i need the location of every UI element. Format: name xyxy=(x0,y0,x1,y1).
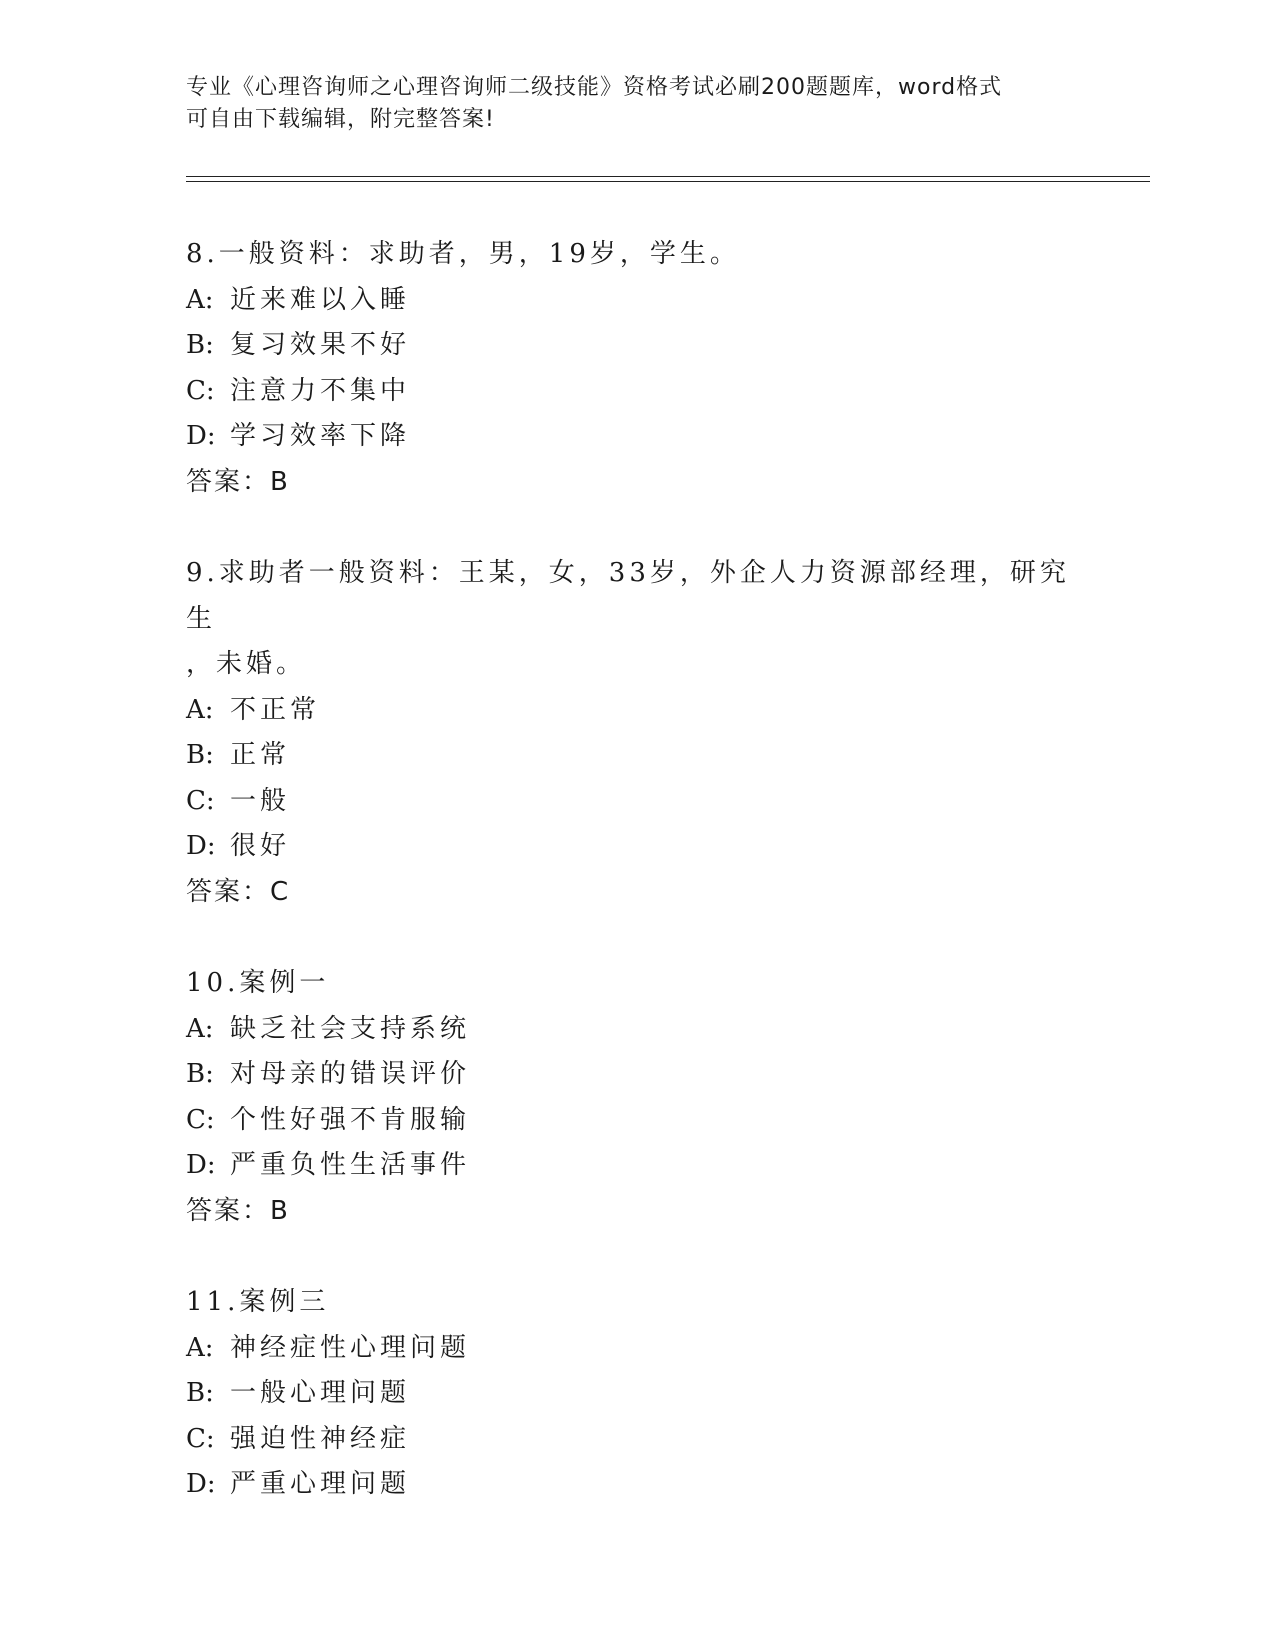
question-stem-line-1: 9.求助者一般资料：王某，女，33岁，外企人力资源部经理，研究生 xyxy=(186,558,1070,634)
option-key: D: xyxy=(186,1469,216,1499)
header-line-1: 专业《心理咨询师之心理咨询师二级技能》资格考试必刷200题题库，word格式 xyxy=(186,75,1003,100)
option-b xyxy=(186,733,1076,779)
option-key: D: xyxy=(186,831,216,861)
option-text: 神经症性心理问题 xyxy=(230,1332,471,1363)
option-a xyxy=(186,1326,1076,1372)
question-11 xyxy=(186,1280,1076,1508)
option-text: 正常 xyxy=(230,740,291,770)
option-key: A: xyxy=(186,694,214,725)
option-d xyxy=(186,824,1076,870)
answer-label: 答案： xyxy=(186,1195,271,1226)
option-c xyxy=(186,779,1076,825)
answer-line xyxy=(186,870,1076,916)
option-text: 一般 xyxy=(230,785,291,816)
option-d xyxy=(186,414,1076,460)
document-header xyxy=(186,72,1076,136)
option-a xyxy=(186,688,1076,734)
answer-value: B xyxy=(270,466,290,497)
option-key: C: xyxy=(186,1104,215,1135)
option-key: D: xyxy=(186,421,216,451)
option-text: 学习效率下降 xyxy=(230,421,411,451)
question-8 xyxy=(186,232,1076,505)
option-text: 对母亲的错误评价 xyxy=(230,1059,471,1089)
option-a xyxy=(186,278,1076,324)
question-9 xyxy=(186,551,1076,915)
question-stem-line-2: ，未婚。 xyxy=(186,649,307,679)
option-key: A: xyxy=(186,284,214,315)
option-text: 强迫性神经症 xyxy=(230,1423,411,1454)
option-key: A: xyxy=(186,1013,214,1044)
option-text: 近来难以入睡 xyxy=(230,284,411,315)
answer-label: 答案： xyxy=(186,876,271,907)
option-key: B: xyxy=(186,1378,214,1408)
header-divider-bottom xyxy=(186,181,1150,182)
answer-line xyxy=(186,1189,1076,1235)
option-c xyxy=(186,369,1076,415)
option-a xyxy=(186,1007,1076,1053)
option-text: 严重心理问题 xyxy=(230,1469,411,1499)
option-text: 复习效果不好 xyxy=(230,330,411,360)
option-text: 严重负性生活事件 xyxy=(230,1150,471,1180)
question-stem xyxy=(186,551,1076,688)
option-text: 缺乏社会支持系统 xyxy=(230,1013,471,1044)
option-text: 个性好强不肯服输 xyxy=(230,1104,471,1135)
answer-value: B xyxy=(270,1195,290,1226)
answer-value: C xyxy=(270,876,291,907)
question-10 xyxy=(186,961,1076,1234)
header-divider-top xyxy=(186,176,1150,177)
question-stem: 10.案例一 xyxy=(186,968,330,998)
option-key: B: xyxy=(186,740,214,770)
answer-label: 答案： xyxy=(186,466,271,497)
option-key: A: xyxy=(186,1332,214,1363)
option-text: 很好 xyxy=(230,831,291,861)
question-stem: 8.一般资料：求助者，男，19岁，学生。 xyxy=(186,239,740,269)
answer-line xyxy=(186,460,1076,506)
option-key: B: xyxy=(186,330,214,360)
option-text: 不正常 xyxy=(230,694,321,725)
header-line-2: 可自由下载编辑，附完整答案! xyxy=(186,107,495,132)
option-b xyxy=(186,1052,1076,1098)
option-b xyxy=(186,1371,1076,1417)
option-key: B: xyxy=(186,1059,214,1089)
option-d xyxy=(186,1462,1076,1508)
option-c xyxy=(186,1098,1076,1144)
option-key: C: xyxy=(186,375,215,406)
question-stem: 11.案例三 xyxy=(186,1287,330,1317)
question-list xyxy=(186,232,1076,1554)
option-key: C: xyxy=(186,785,215,816)
option-text: 注意力不集中 xyxy=(230,375,411,406)
option-text: 一般心理问题 xyxy=(230,1378,411,1408)
option-d xyxy=(186,1143,1076,1189)
option-b xyxy=(186,323,1076,369)
option-c xyxy=(186,1417,1076,1463)
option-key: D: xyxy=(186,1150,216,1180)
option-key: C: xyxy=(186,1423,215,1454)
